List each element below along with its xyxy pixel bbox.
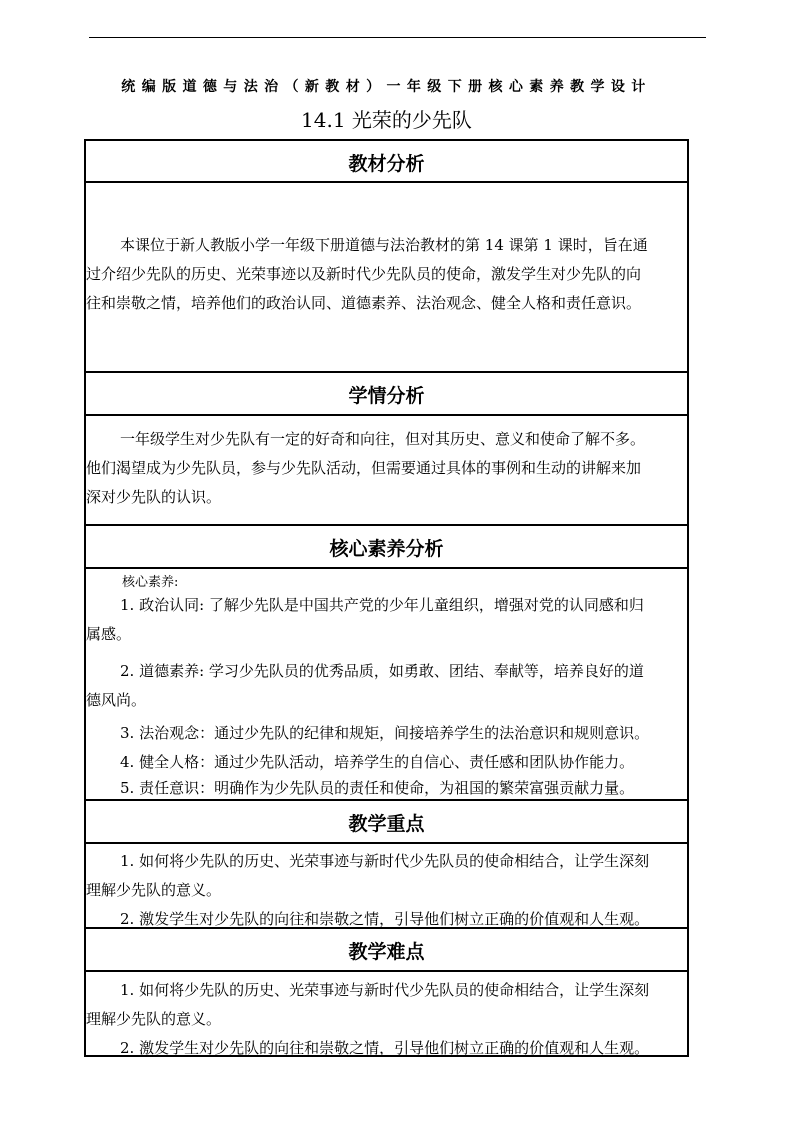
material-analysis-text — [86, 231, 687, 318]
text-line: 理解少先队的意义。 — [86, 881, 222, 899]
text-line: 理解少先队的意义。 — [86, 1010, 222, 1028]
document-subtitle: 统编版道德与法治（新教材）一年级下册核心素养教学设计 — [121, 79, 652, 95]
section-heading-literacy: 核心素养分析 — [329, 538, 444, 560]
text-line: 3. 法治观念：通过少先队的纪律和规矩，间接培养学生的法治意识和规则意识。 — [120, 724, 650, 742]
section-heading-difficulties: 教学难点 — [348, 941, 425, 963]
text-line: 1. 如何将少先队的历史、光荣事迹与新时代少先队员的使命相结合，让学生深刻 — [120, 981, 650, 999]
text-line: 1. 如何将少先队的历史、光荣事迹与新时代少先队员的使命相结合，让学生深刻 — [120, 852, 650, 870]
divider — [84, 842, 689, 844]
text-line: 2. 激发学生对少先队的向往和崇敬之情，引导他们树立正确的价值观和人生观。 — [120, 910, 650, 928]
divider — [84, 567, 689, 569]
difficulties-text — [86, 976, 687, 1063]
text-line: 他们渴望成为少先队员，参与少先队活动，但需要通过具体的事例和生动的讲解来加 — [86, 459, 642, 477]
divider — [84, 970, 689, 972]
text-line: 过介绍少先队的历史、光荣事迹以及新时代少先队员的使命，激发学生对少先队的向 — [86, 265, 642, 283]
text-line: 往和崇敬之情，培养他们的政治认同、道德素养、法治观念、健全人格和责任意识。 — [86, 294, 642, 312]
text-line: 德风尚。 — [86, 691, 147, 709]
divider — [84, 181, 689, 183]
divider — [84, 799, 689, 801]
literacy-label: 核心素养: — [122, 575, 179, 590]
section-heading-students: 学情分析 — [348, 385, 425, 407]
text-line: 属感。 — [86, 625, 132, 643]
key-points-text — [86, 847, 687, 934]
text-line: 5. 责任意识：明确作为少先队员的责任和使命，为祖国的繁荣富强贡献力量。 — [120, 779, 635, 797]
header-rule — [89, 37, 706, 38]
divider — [84, 927, 689, 929]
divider — [84, 371, 689, 373]
student-analysis-text — [86, 425, 687, 512]
text-line: 本课位于新人教版小学一年级下册道德与法治教材的第 14 课第 1 课时，旨在通 — [120, 236, 648, 254]
section-heading-key-points: 教学重点 — [348, 813, 425, 835]
divider — [84, 414, 689, 416]
text-line: 2. 激发学生对少先队的向往和崇敬之情，引导他们树立正确的价值观和人生观。 — [120, 1039, 650, 1057]
section-heading-material: 教材分析 — [348, 153, 425, 175]
text-line: 1. 政治认同: 了解少先队是中国共产党的少年儿童组织，增强对党的认同感和归 — [120, 596, 644, 614]
text-line: 2. 道德素养: 学习少先队员的优秀品质，如勇敢、团结、奉献等，培养良好的道 — [120, 662, 644, 680]
text-line: 4. 健全人格：通过少先队活动，培养学生的自信心、责任感和团队协作能力。 — [120, 753, 635, 771]
text-line: 一年级学生对少先队有一定的好奇和向往，但对其历史、意义和使命了解不多。 — [120, 430, 646, 448]
lesson-plan-table — [84, 139, 689, 1057]
divider — [84, 524, 689, 526]
document-title: 14.1 光荣的少先队 — [301, 108, 472, 132]
text-line: 深对少先队的认识。 — [86, 488, 222, 506]
literacy-analysis-text — [86, 591, 687, 803]
